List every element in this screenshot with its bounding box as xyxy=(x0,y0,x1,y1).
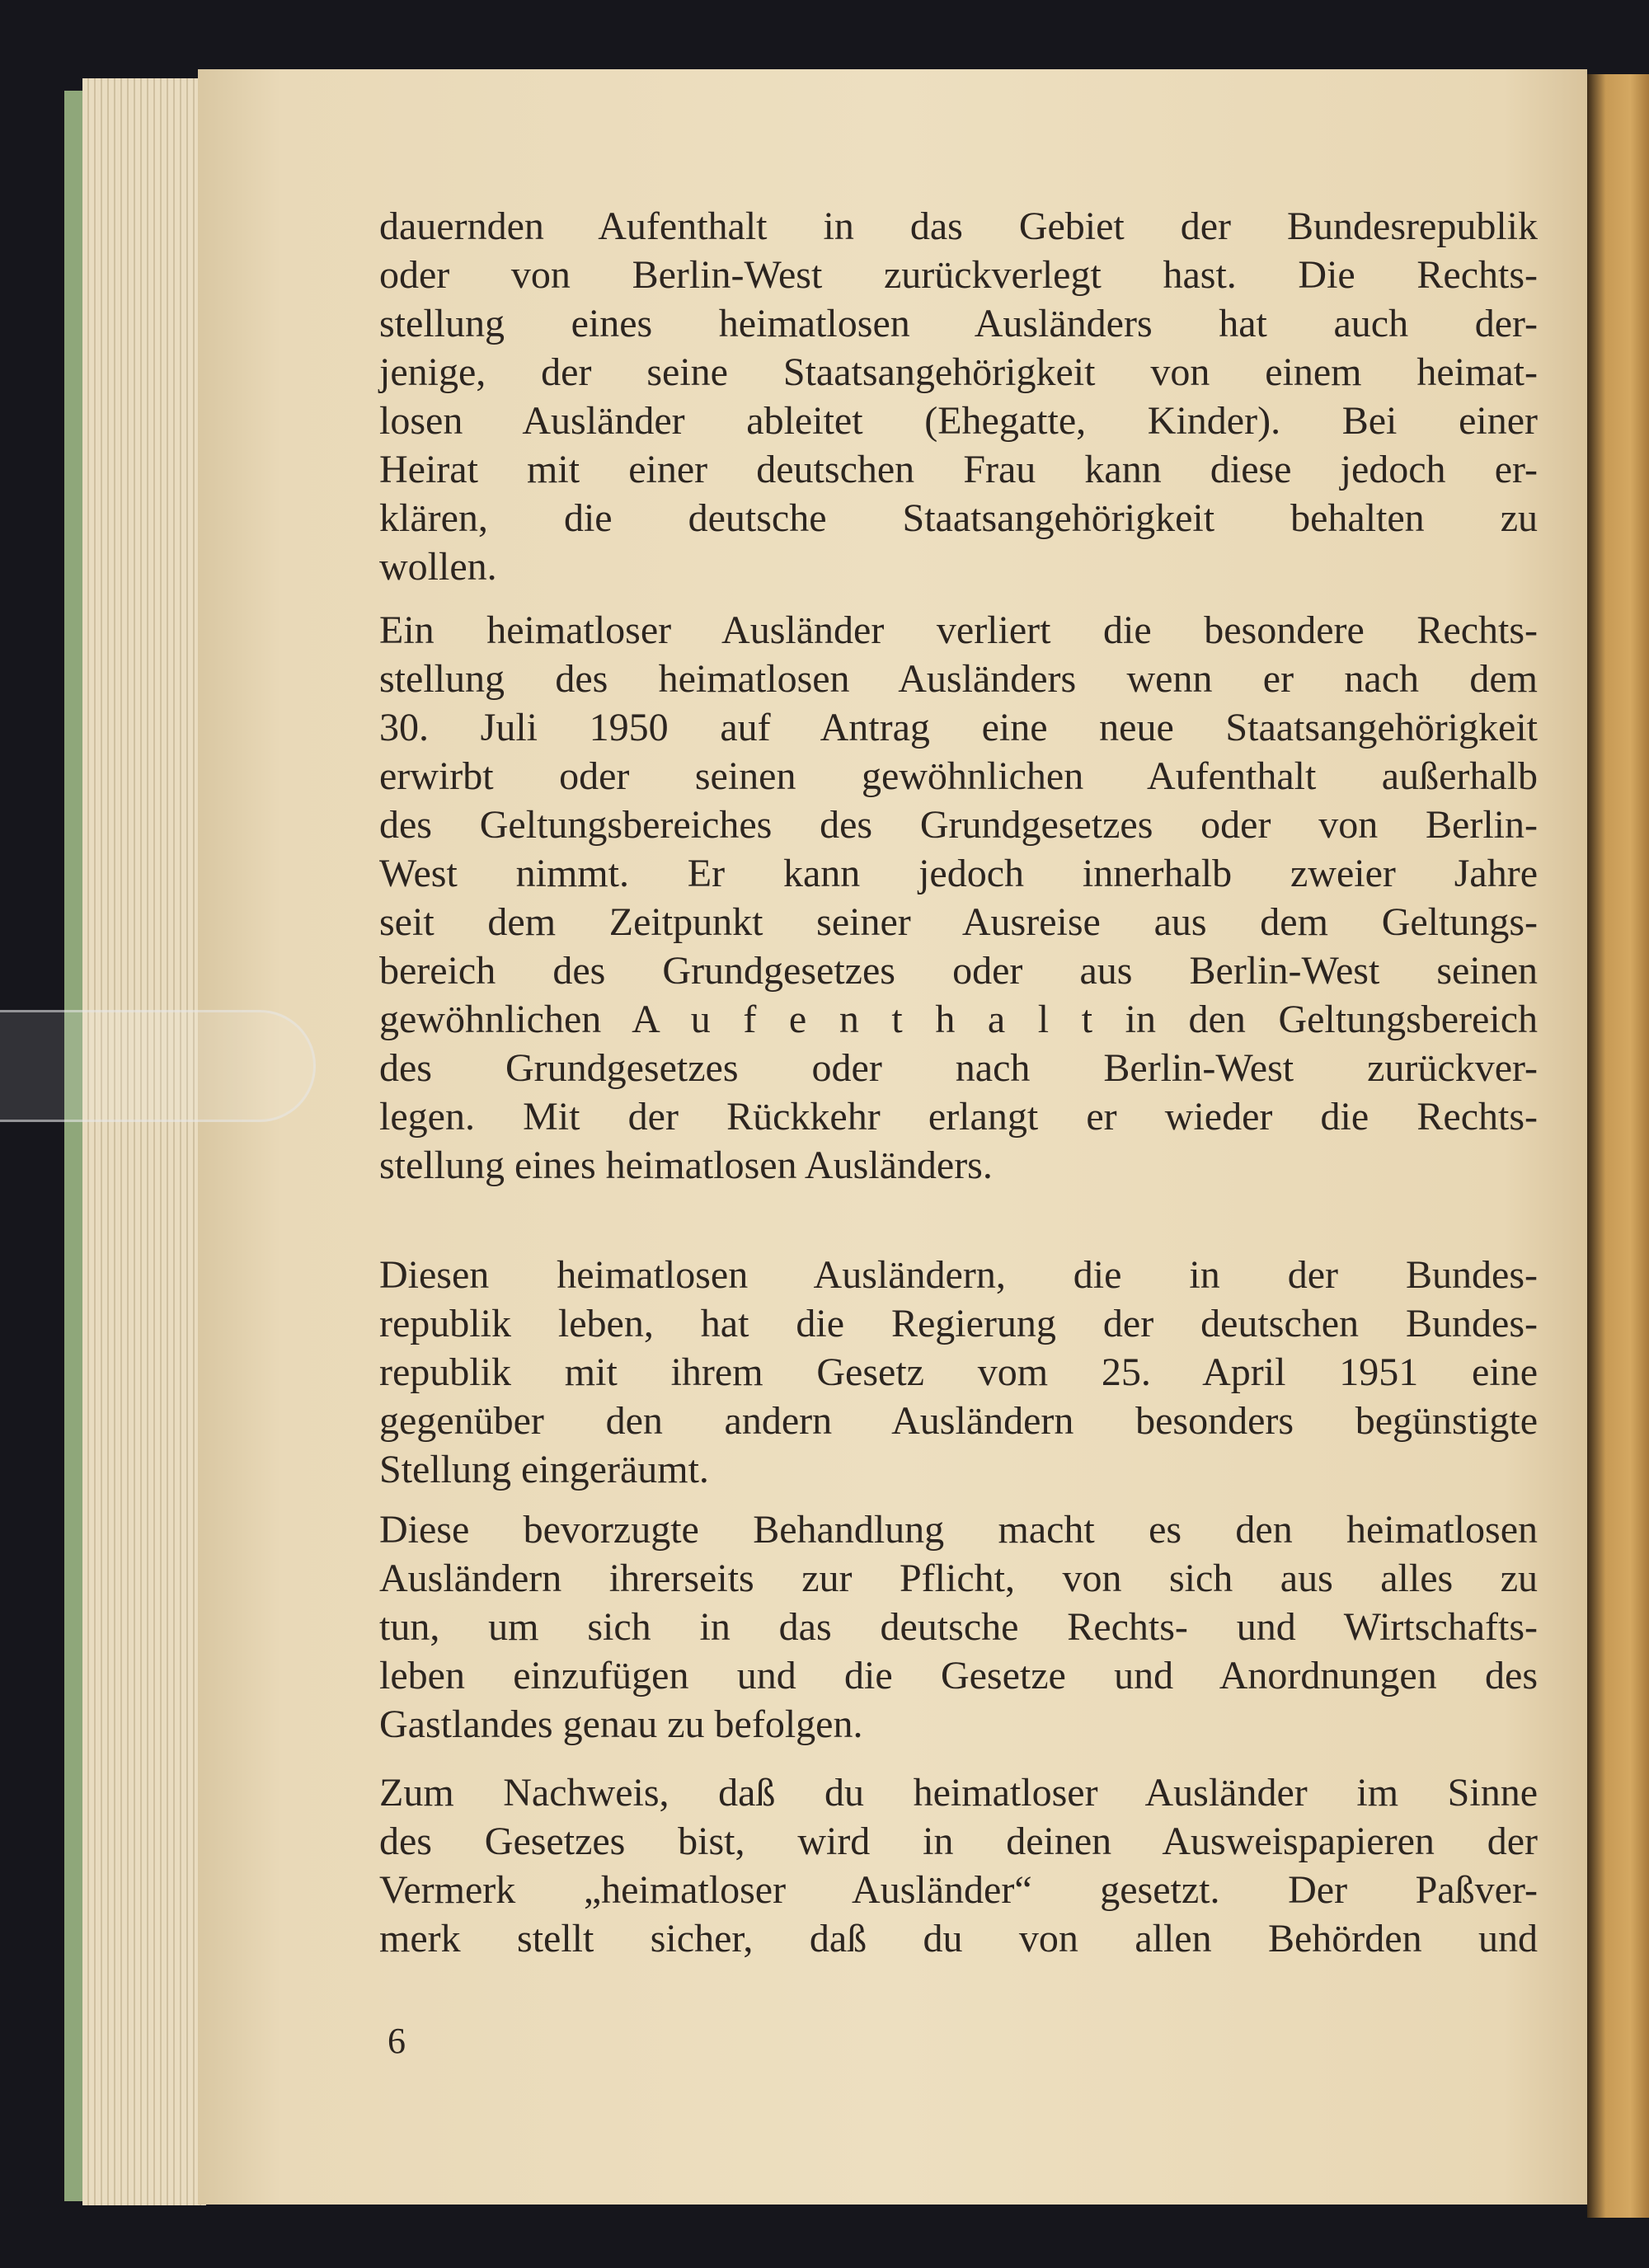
text-line: Zum Nachweis, daß du heimatloser Ausländer im Sinne xyxy=(379,1771,1538,1815)
text-line: jenige, der seine Staatsangehörigkeit von einem heimat- xyxy=(379,350,1538,394)
text-line: gegenüber den andern Ausländern besonders begünstigte xyxy=(379,1399,1538,1443)
text-line: 30. Juli 1950 auf Antrag eine neue Staatsangehörigkeit xyxy=(379,706,1538,749)
text-line: dauernden Aufenthalt in das Gebiet der Bundesrepublik xyxy=(379,204,1538,248)
text-line: stellung eines heimatlosen Ausländers. xyxy=(379,1143,993,1187)
paragraph xyxy=(379,202,1538,591)
text-line: Gastlandes genau zu befolgen. xyxy=(379,1702,863,1746)
text-line: gewöhnlichen A u f e n t h a l t in den Geltungsbereich xyxy=(379,998,1538,1041)
text-line: stellung eines heimatlosen Ausländers hat auch der- xyxy=(379,302,1538,345)
text-line: Heirat mit einer deutschen Frau kann diese jedoch er- xyxy=(379,448,1538,491)
text-line: bereich des Grundgesetzes oder aus Berlin-West seinen xyxy=(379,949,1538,993)
text-line: wollen. xyxy=(379,545,497,589)
text-line: West nimmt. Er kann jedoch innerhalb zweier Jahre xyxy=(379,852,1538,895)
paragraph xyxy=(379,1251,1538,1494)
text-line: Vermerk „heimatloser Ausländer“ gesetzt. Der Paßver- xyxy=(379,1868,1538,1912)
text-line: Stellung eingeräumt. xyxy=(379,1448,709,1491)
text-line: Diese bevorzugte Behandlung macht es den heimatlosen xyxy=(379,1508,1538,1552)
text-line: erwirbt oder seinen gewöhnlichen Aufenthalt außerhalb xyxy=(379,754,1538,798)
text-line: legen. Mit der Rückkehr erlangt er wieder die Rechts- xyxy=(379,1095,1538,1139)
page-stack-edge xyxy=(82,78,206,2205)
text-line: tun, um sich in das deutsche Rechts- und Wirtschafts- xyxy=(379,1605,1538,1649)
text-line: republik leben, hat die Regierung der deutschen Bundes- xyxy=(379,1302,1538,1345)
text-line: Diesen heimatlosen Ausländern, die in der Bundes- xyxy=(379,1253,1538,1297)
text-line: seit dem Zeitpunkt seiner Ausreise aus dem Geltungs- xyxy=(379,900,1538,944)
facing-page-edge xyxy=(1587,74,1649,2218)
text-line: oder von Berlin-West zurückverlegt hast. Die Rechts- xyxy=(379,253,1538,297)
text-line: klären, die deutsche Staatsangehörigkeit behalten zu xyxy=(379,496,1538,540)
bookmark-clip xyxy=(0,1010,316,1122)
text-line: Ausländern ihrerseits zur Pflicht, von sich aus alles zu xyxy=(379,1557,1538,1600)
text-line: merk stellt sicher, daß du von allen Behörden und xyxy=(379,1917,1538,1960)
text-line: stellung des heimatlosen Ausländers wenn er nach dem xyxy=(379,657,1538,701)
paragraph xyxy=(379,1768,1538,1963)
paragraph xyxy=(379,606,1538,1190)
text-line: republik mit ihrem Gesetz vom 25. April 1951 eine xyxy=(379,1350,1538,1394)
paragraph xyxy=(379,1505,1538,1749)
text-line: des Gesetzes bist, wird in deinen Ausweispapieren der xyxy=(379,1820,1538,1863)
text-line: losen Ausländer ableitet (Ehegatte, Kinder). Bei einer xyxy=(379,399,1538,443)
text-line: des Geltungsbereiches des Grundgesetzes oder von Berlin- xyxy=(379,803,1538,847)
page-number: 6 xyxy=(388,2021,406,2061)
text-line: des Grundgesetzes oder nach Berlin-West zurückver- xyxy=(379,1046,1538,1090)
text-line: leben einzufügen und die Gesetze und Anordnungen des xyxy=(379,1654,1538,1697)
text-line: Ein heimatloser Ausländer verliert die besondere Rechts- xyxy=(379,608,1538,652)
